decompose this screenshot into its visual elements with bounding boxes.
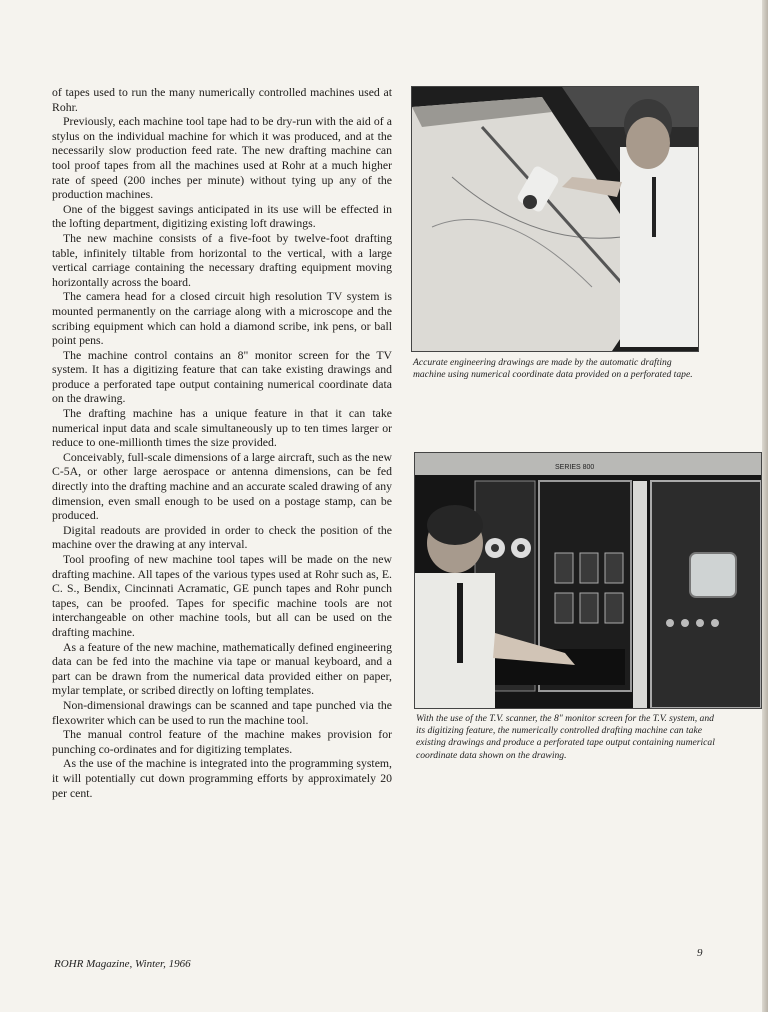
article-body: [52, 86, 392, 801]
tv-scanner-console-photo: [414, 452, 762, 709]
article-paragraph: Non-dimensional drawings can be scanned and tape punched via the flexowriter which can be used to run the machine tool.: [52, 698, 392, 727]
article-paragraph: The machine control contains an 8" monitor screen for the TV system. It has a digitizing feature that can take existing drawings and produce a perforated tape output containing numerical coordinate data on the drawing.: [52, 348, 392, 406]
photo-caption: With the use of the T.V. scanner, the 8" monitor screen for the T.V. system, and its digitizing feature, the numerically controlled drafting machine can take existing drawings and produce a perforated tape output containing numerical coordinate data shown on the drawing.: [416, 713, 715, 761]
article-paragraph: The drafting machine has a unique feature in that it can take numerical input data and scale simultaneously up to ten times larger or reduce to one-millionth times the size provided.: [52, 407, 392, 450]
article-paragraph: The camera head for a closed circuit high resolution TV system is mounted permanently on the carriage along with a microscope and the scribing equipment which can hold a diamond scribe, ink pens, or ball point pens.: [52, 290, 392, 348]
article-paragraph: The manual control feature of the machine makes provision for punching co-ordinates and for digitizing templates.: [52, 728, 392, 756]
publication-footer: ROHR Magazine, Winter, 1966: [54, 958, 191, 970]
page-edge-shadow: [762, 0, 768, 1012]
panel-label: SERIES 800: [555, 464, 595, 471]
article-paragraph: Tool proofing of new machine tool tapes will be made on the new drafting machine. All tapes of the various types used at Rohr such as, E. C. S., Bendix, Cincinnati Acramatic, GE punch tapes and Rohr punch tapes, can be proofed. Tapes for specific machine tools are not interchangeable on other machine tools, but all can be used on the drafting machine.: [52, 553, 392, 639]
page-number: 9: [697, 947, 703, 959]
photo-caption: Accurate engineering drawings are made by the automatic drafting machine using numerical coordinate data provided on a perforated tape.: [413, 357, 693, 381]
article-paragraph: Conceivably, full-scale dimensions of a large aircraft, such as the new C-5A, or other large aerospace or antenna dimensions, can be fed directly into the drafting machine and an accurate scaled drawing of any dimension, even small enough to be used on a postage stamp, can be produced.: [52, 450, 392, 523]
article-paragraph: Digital readouts are provided in order to check the position of the machine over the drawing at any interval.: [52, 523, 392, 552]
article-paragraph: The new machine consists of a five-foot by twelve-foot drafting table, infinitely tiltable from horizontal to the vertical, with a large vertical carriage containing the necessary drafting equipment moving horizontally across the board.: [52, 231, 392, 289]
drafting-machine-photo: [411, 86, 699, 352]
article-paragraph: of tapes used to run the many numerically controlled machines used at Rohr.: [52, 86, 392, 114]
article-paragraph: As a feature of the new machine, mathematically defined engineering data can be fed into the machine via tape or manual keyboard, and a part can be drawn from the numerical data provided either on paper, mylar template, or scribed directly on lofting templates.: [52, 640, 392, 698]
article-paragraph: Previously, each machine tool tape had to be dry-run with the aid of a stylus on the individual machine for which it was produced, and at the necessarily slow production feed rate. The new drafting machine can tool proof tapes from all the machines used at Rohr at a much higher rate of speed (200 inches per minute) without tying up any of the production machines.: [52, 115, 392, 202]
article-paragraph: One of the biggest savings anticipated in its use will be effected in the lofting department, digitizing existing loft drawings.: [52, 202, 392, 231]
article-paragraph: As the use of the machine is integrated into the programming system, it will potentially cut down programming efforts by approximately 20 per cent.: [52, 757, 392, 800]
